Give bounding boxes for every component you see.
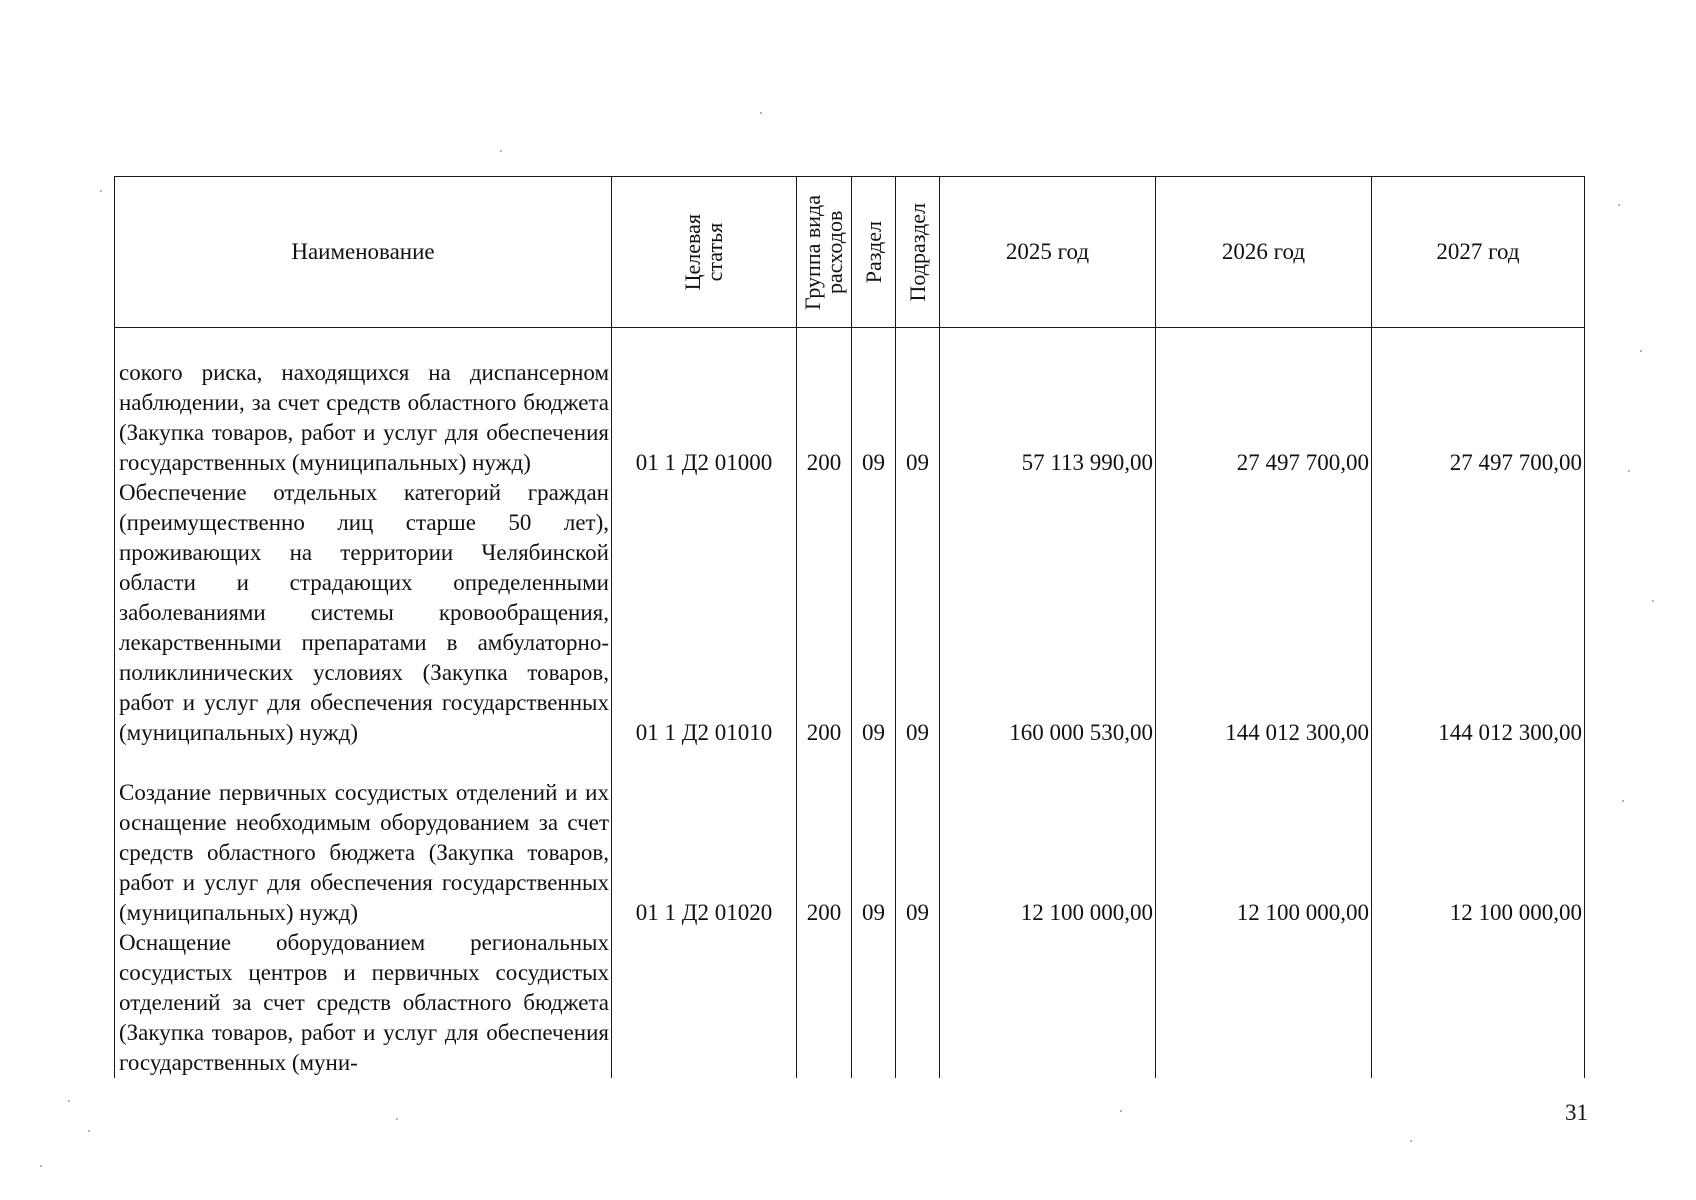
scan-speck bbox=[500, 150, 502, 152]
row-amount-2027 bbox=[1372, 928, 1585, 1078]
row-expense-group: 200 bbox=[797, 328, 852, 478]
scan-speck bbox=[1410, 1140, 1412, 1142]
scan-speck bbox=[88, 1130, 90, 1132]
row-amount-2027: 144 012 300,00 bbox=[1372, 478, 1585, 748]
row-amount-2025: 160 000 530,00 bbox=[940, 478, 1156, 748]
table-body bbox=[115, 328, 1585, 1078]
row-subsection bbox=[896, 928, 940, 1078]
scan-speck bbox=[1120, 1110, 1122, 1112]
header-year-2025: 2025 год bbox=[940, 177, 1156, 328]
row-name: сокого риска, находящихся на диспансерном наблюдении, за счет средств областного бюджета (Закупка товаров, работ и услуг для обеспечения государственных (муниципальных) нужд) bbox=[115, 328, 612, 478]
table-header bbox=[115, 177, 1585, 328]
row-section: 09 bbox=[852, 328, 896, 478]
row-amount-2026 bbox=[1156, 928, 1372, 1078]
row-target-article: 01 1 Д2 01000 bbox=[612, 328, 797, 478]
row-name: Создание первичных сосудистых отделений и их оснащение необходимым оборудованием за счет средств областного бюджета (Закупка товаров, работ и услуг для обеспечения государственных (муниципальных) нужд) bbox=[115, 748, 612, 928]
row-amount-2025: 12 100 000,00 bbox=[940, 748, 1156, 928]
row-expense-group bbox=[797, 928, 852, 1078]
header-expense-group: Группа вида расходов bbox=[797, 177, 852, 328]
header-year-2026: 2026 год bbox=[1156, 177, 1372, 328]
header-target-article: Целевая статья bbox=[612, 177, 797, 328]
row-section bbox=[852, 928, 896, 1078]
scan-speck bbox=[760, 112, 762, 114]
scan-speck bbox=[1618, 204, 1620, 206]
row-amount-2025 bbox=[940, 928, 1156, 1078]
row-name: Оснащение оборудованием региональных сосудистых центров и первичных сосудистых отделений за счет средств областного бюджета (Закупка товаров, работ и услуг для обеспечения государственных (муни- bbox=[115, 928, 612, 1078]
row-section: 09 bbox=[852, 478, 896, 748]
scan-speck bbox=[1622, 800, 1624, 802]
row-amount-2026: 144 012 300,00 bbox=[1156, 478, 1372, 748]
row-amount-2026: 12 100 000,00 bbox=[1156, 748, 1372, 928]
page-number: 31 bbox=[1565, 1100, 1588, 1125]
row-amount-2025: 57 113 990,00 bbox=[940, 328, 1156, 478]
scan-speck bbox=[396, 1118, 398, 1120]
scan-speck bbox=[100, 190, 102, 192]
table-row bbox=[115, 478, 1585, 748]
table-row bbox=[115, 928, 1585, 1078]
row-section: 09 bbox=[852, 748, 896, 928]
header-year-2027: 2027 год bbox=[1372, 177, 1585, 328]
row-amount-2026: 27 497 700,00 bbox=[1156, 328, 1372, 478]
row-amount-2027: 12 100 000,00 bbox=[1372, 748, 1585, 928]
row-target-article: 01 1 Д2 01020 bbox=[612, 748, 797, 928]
row-name: Обеспечение отдельных категорий граждан (преимущественно лиц старше 50 лет), проживающих на территории Челябинской области и страдающих определенными заболеваниями системы кровообращения, лекарственными препаратами в амбулаторно-поликлинических условиях (Закупка товаров, работ и услуг для обеспечения государственных (муниципальных) нужд) bbox=[115, 478, 612, 748]
row-target-article bbox=[612, 928, 797, 1078]
scan-speck bbox=[1652, 600, 1654, 602]
row-expense-group: 200 bbox=[797, 748, 852, 928]
scan-speck bbox=[40, 1165, 42, 1167]
row-expense-group: 200 bbox=[797, 478, 852, 748]
row-amount-2027: 27 497 700,00 bbox=[1372, 328, 1585, 478]
budget-table bbox=[114, 176, 1585, 1078]
row-subsection: 09 bbox=[896, 328, 940, 478]
header-section: Раздел bbox=[852, 177, 896, 328]
scan-speck bbox=[1628, 470, 1630, 472]
row-subsection: 09 bbox=[896, 748, 940, 928]
scan-speck bbox=[1640, 350, 1642, 352]
row-subsection: 09 bbox=[896, 478, 940, 748]
table-row bbox=[115, 748, 1585, 928]
table-row bbox=[115, 328, 1585, 478]
header-name: Наименование bbox=[115, 177, 612, 328]
scan-speck bbox=[68, 1100, 70, 1102]
header-subsection: Подраздел bbox=[896, 177, 940, 328]
row-target-article: 01 1 Д2 01010 bbox=[612, 478, 797, 748]
